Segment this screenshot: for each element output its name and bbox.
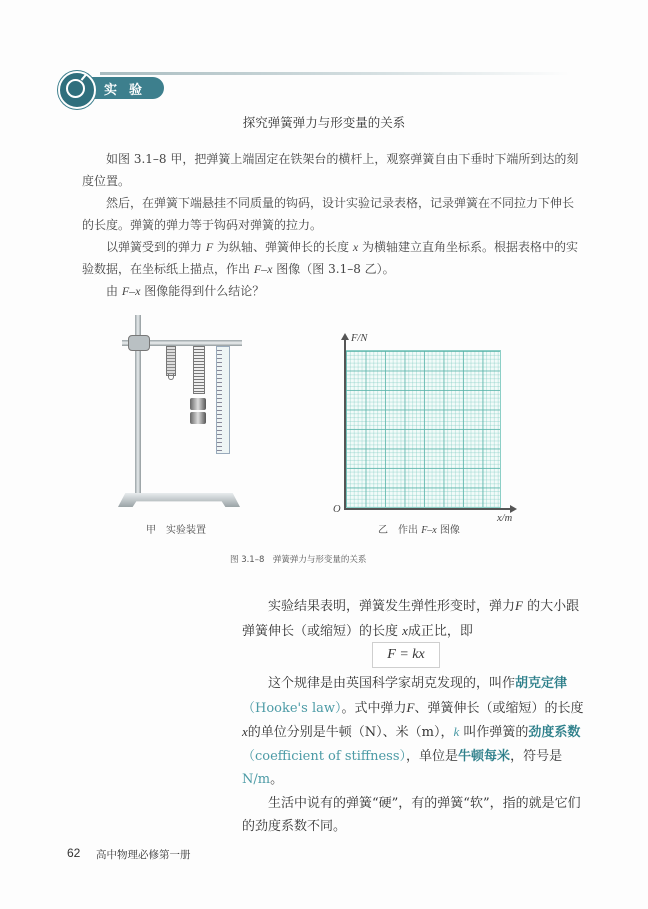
intro-text [82, 148, 582, 302]
intro-paragraph-4 [82, 280, 582, 302]
text: 。 [270, 772, 284, 787]
stand-base-icon [118, 493, 240, 507]
var-F: F [515, 598, 523, 613]
var-x: x [242, 724, 248, 739]
x-axis [344, 508, 512, 510]
text: 图像 [436, 525, 460, 536]
var-x: x [402, 622, 408, 638]
section-badge-label: 实验 [104, 83, 155, 98]
graph-paper [345, 350, 501, 508]
x-axis-label: x/m [497, 513, 513, 524]
text: 、弹簧伸长（或缩短）的长度 [414, 700, 584, 716]
text: 图像（图 3.1–8 乙）。 [272, 262, 395, 276]
text: 成正比，即 [407, 623, 473, 639]
text: 的大小跟弹簧伸长（或缩短）的长度 [242, 599, 580, 639]
var-F: F [406, 699, 415, 715]
body-paragraph-3: 生活中说有的弹簧“硬”，有的弹簧“软”，指的就是它们的劲度系数不同。 [242, 795, 581, 834]
text: 乙 作出 [378, 525, 422, 536]
intro-paragraph-1: 如图 3.1–8 甲，把弹簧上端固定在铁架台的横杆上，观察弹簧自由下垂时下端所到达的刻度位置。 [82, 152, 579, 188]
header-rule [100, 72, 570, 75]
right-figure-caption [378, 521, 460, 536]
magnifier-lens-icon [66, 79, 85, 98]
text: ，单位是 [406, 748, 459, 764]
var-Fx: F–x [253, 262, 273, 276]
hookes-law-formula: F = kx [372, 642, 440, 668]
term-hookes-law: 胡克定律 [515, 676, 568, 691]
weight-2-icon [190, 412, 206, 424]
term-newton-per-meter: 牛顿每米 [458, 748, 511, 764]
clamp-icon [128, 335, 150, 351]
text: ，符号是 [510, 748, 563, 764]
unit-symbol: N/m [242, 772, 271, 787]
weight-1-icon [190, 398, 206, 410]
figure-caption: 图 3.1–8 弹簧弹力与形变量的关系 [230, 555, 367, 565]
text: 以弹簧受到的弹力 [106, 240, 206, 254]
text: 为纵轴、弹簧伸长的长度 [213, 240, 353, 254]
var-x: x [352, 240, 359, 254]
term-english: （Hooke's law） [242, 700, 342, 716]
text: 的单位分别是牛顿（N）、米（m）， [247, 725, 454, 740]
var-Fx: F–x [121, 284, 141, 298]
body-paragraph-1 [242, 594, 585, 643]
ruler-icon [216, 346, 230, 454]
y-axis [344, 338, 346, 510]
intro-paragraph-2: 然后，在弹簧下端悬挂不同质量的钩码，设计实验记录表格，记录弹簧在不同拉力下伸长的长度。弹簧的弹力等于钩码对弹簧的拉力。 [82, 196, 575, 232]
page-number: 62 [67, 846, 81, 860]
left-figure-caption: 甲 实验装置 [146, 525, 206, 536]
term-stiffness: 劲度系数 [528, 725, 581, 740]
y-axis-label: F/N [351, 333, 368, 344]
experiment-title: 探究弹簧弹力与形变量的关系 [242, 115, 406, 130]
book-title: 高中物理必修第一册 [96, 849, 191, 861]
apparatus-illustration [100, 310, 300, 520]
body-paragraph-2 [242, 672, 585, 839]
text: 叫作弹簧的 [459, 725, 529, 740]
term-english: （coefficient of stiffness） [242, 748, 407, 764]
spring-2-icon [193, 346, 205, 394]
text: 实验结果表明，弹簧发生弹性形变时，弹力 [268, 599, 516, 614]
x-axis-arrow-icon [510, 505, 517, 513]
text: 为横轴建立直角坐标系。根据表格中的实验数据，在坐标纸上描点，作出 [82, 240, 578, 276]
intro-paragraph-3 [82, 236, 582, 280]
text: 由 [106, 284, 122, 298]
y-axis-arrow-icon [341, 333, 349, 340]
var-F: F [205, 240, 214, 254]
spring-1-icon [166, 346, 176, 376]
var-k: k [453, 724, 460, 739]
hook-icon [168, 374, 174, 380]
text: 图像能得到什么结论？ [140, 284, 265, 298]
text: 这个规律是由英国科学家胡克发现的，叫作 [268, 676, 516, 691]
var-Fx: F–x [421, 525, 437, 536]
text: 。式中弹力 [341, 700, 407, 716]
origin-label: O [333, 504, 341, 515]
